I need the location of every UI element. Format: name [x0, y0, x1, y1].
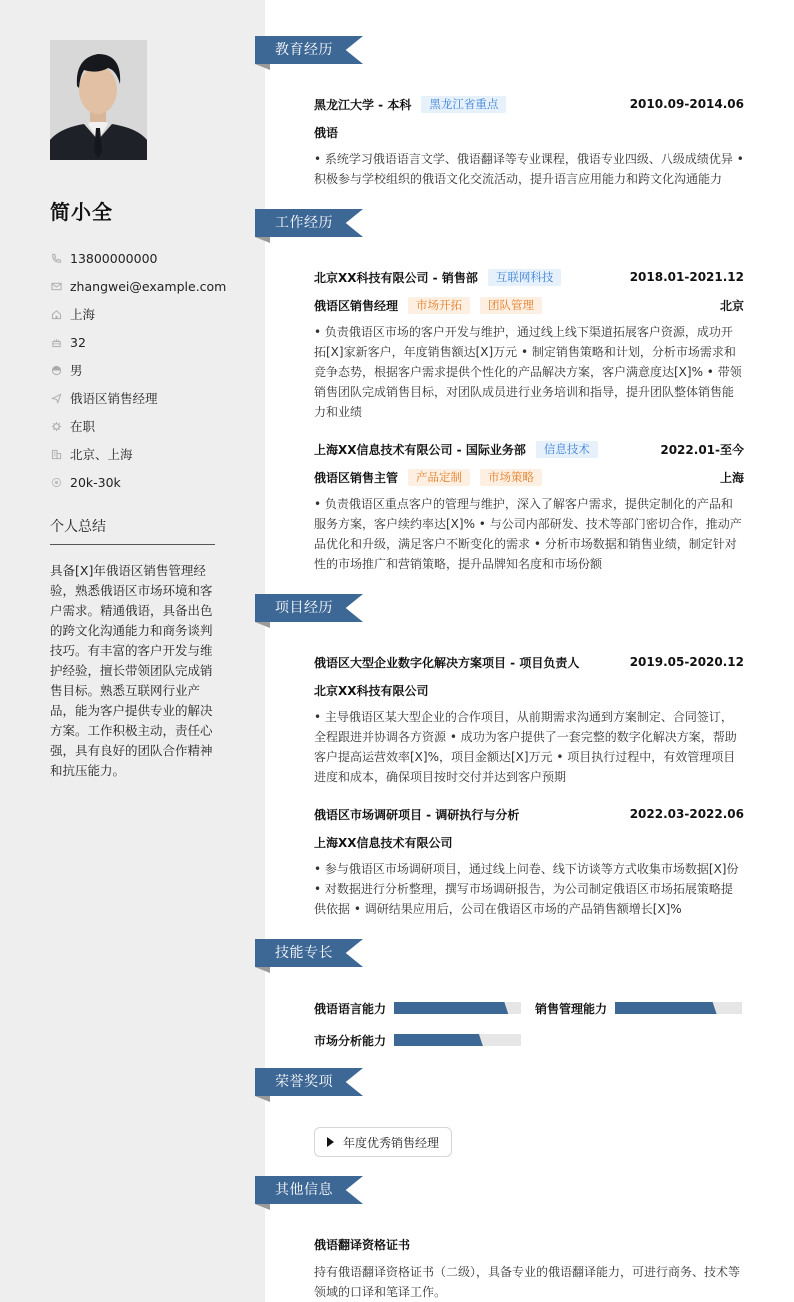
skill-tag: 团队管理	[480, 297, 542, 314]
info-target-city	[50, 440, 250, 468]
summary-title: 个人总结	[50, 519, 106, 535]
project-date: 2019.05-2020.12	[629, 655, 744, 669]
info-residence	[50, 300, 250, 328]
info-salary	[50, 468, 250, 496]
section-header-education	[255, 36, 363, 64]
salary-icon	[50, 476, 62, 488]
skill-tag: 市场策略	[480, 469, 542, 486]
skill-bar-fill	[394, 1002, 508, 1014]
section-header-project	[255, 594, 363, 622]
skill-tag: 市场开拓	[408, 297, 470, 314]
school-tag: 黑龙江省重点	[421, 96, 506, 113]
play-triangle-icon	[327, 1137, 334, 1147]
project-company: 上海XX信息技术有限公司	[314, 835, 453, 850]
skill-item	[535, 1001, 742, 1015]
email-icon	[50, 280, 62, 292]
award-label: 年度优秀销售经理	[343, 1135, 440, 1150]
info-phone-value: 13800000000	[70, 250, 158, 266]
company-name: 上海XX信息技术有限公司 - 国际业务部	[314, 442, 526, 457]
info-target-job-value: 俄语区销售经理	[70, 391, 158, 406]
candidate-name: 简小全	[50, 200, 113, 224]
project-name: 俄语区大型企业数字化解决方案项目 - 项目负责人	[314, 655, 580, 670]
project-name: 俄语区市场调研项目 - 调研执行与分析	[314, 807, 520, 822]
info-status-value: 在职	[70, 419, 96, 434]
section-header-other	[255, 1176, 363, 1204]
project-description: • 参与俄语区市场调研项目，通过线上问卷、线下访谈等方式收集市场数据[X]份 • 对数据进行分析整理，撰写市场调研报告，为公司制定俄语区市场拓展策略提供依据 • 调研结果应用后，公司在俄语区市场的产品销售额增长[X]%	[314, 862, 739, 916]
work-city: 北京	[719, 298, 744, 313]
info-age	[50, 328, 250, 356]
target-job-icon	[50, 392, 62, 404]
work-city: 上海	[719, 470, 744, 485]
project-description: • 主导俄语区某大型企业的合作项目，从前期需求沟通到方案制定、合同签订，全程跟进并协调各方资源 • 成功为客户提供了一套完整的数字化解决方案，帮助客户提高运营效率[X]%，项目金额达[X]万元 • 项目执行过程中，有效管理项目进度和成本，确保项目按时交付并达到客户预期	[314, 710, 737, 784]
certificate-description: 持有俄语翻译资格证书（二级），具备专业的俄语翻译能力，可进行商务、技术等领域的口译和笔译工作。	[314, 1265, 741, 1299]
info-age-value: 32	[70, 334, 86, 350]
skill-bar-track	[394, 1034, 521, 1046]
city-icon	[50, 448, 62, 460]
info-residence-value: 上海	[70, 307, 96, 322]
info-phone	[50, 244, 250, 272]
job-position: 俄语区销售经理	[314, 298, 399, 313]
work-entry-2	[314, 439, 744, 574]
skill-bar-track	[615, 1002, 742, 1014]
contact-info-list	[50, 244, 250, 496]
skill-tag: 产品定制	[408, 469, 470, 486]
section-title: 荣誉奖项	[275, 1074, 333, 1090]
work-entry-1	[314, 267, 744, 422]
section-header-skills	[255, 939, 363, 967]
section-title: 其他信息	[275, 1182, 333, 1198]
sidebar	[0, 0, 265, 1302]
section-title: 工作经历	[275, 215, 333, 231]
company-name: 北京XX科技有限公司 - 销售部	[314, 270, 478, 285]
info-salary-value: 20k-30k	[70, 474, 121, 490]
project-entry-1	[314, 652, 744, 787]
info-target-city-value: 北京、上海	[70, 447, 133, 462]
industry-tag: 互联网科技	[488, 269, 562, 286]
education-entry	[314, 94, 744, 189]
major: 俄语	[314, 125, 339, 140]
skill-bar-fill	[394, 1034, 483, 1046]
award-item	[314, 1127, 452, 1157]
section-title: 项目经历	[275, 600, 333, 616]
skill-label: 市场分析能力	[314, 1033, 387, 1048]
info-target-job	[50, 384, 250, 412]
age-icon	[50, 336, 62, 348]
info-email-value: zhangwei@example.com	[70, 278, 227, 294]
work-description: • 负责俄语区市场的客户开发与维护，通过线上线下渠道拓展客户资源，成功开拓[X]家新客户，年度销售额达[X]万元 • 制定销售策略和计划，分析市场需求和竞争态势，根据客户需求提供个性化的产品解决方案，客户满意度达[X]% • 带领销售团队完成销售目标，对团队成员进行业务培训和指导，提升团队整体销售能力和业绩	[314, 325, 742, 419]
skill-bar-track	[394, 1002, 521, 1014]
home-icon	[50, 308, 62, 320]
portrait-image	[50, 40, 147, 160]
work-date: 2022.01-至今	[660, 442, 744, 457]
gender-icon	[50, 364, 62, 376]
school-name: 黑龙江大学 - 本科	[314, 97, 412, 112]
skill-label: 销售管理能力	[535, 1001, 608, 1016]
project-company: 北京XX科技有限公司	[314, 683, 429, 698]
section-title: 技能专长	[275, 945, 333, 961]
skill-item	[314, 1033, 521, 1047]
certificate-title: 俄语翻译资格证书	[314, 1237, 411, 1252]
project-entry-2	[314, 804, 744, 919]
info-email	[50, 272, 250, 300]
summary-divider	[50, 544, 215, 545]
info-status	[50, 412, 250, 440]
avatar-photo	[50, 40, 147, 160]
info-gender-value: 男	[70, 363, 83, 378]
section-header-awards	[255, 1068, 363, 1096]
section-header-work	[255, 209, 363, 237]
education-date: 2010.09-2014.06	[629, 97, 744, 111]
phone-icon	[50, 252, 62, 264]
skill-label: 俄语语言能力	[314, 1001, 387, 1016]
skill-bar-fill	[615, 1002, 717, 1014]
work-date: 2018.01-2021.12	[629, 270, 744, 284]
education-description: • 系统学习俄语语言文学、俄语翻译等专业课程，俄语专业四级、八级成绩优异 • 积极参与学校组织的俄语文化交流活动，提升语言应用能力和跨文化沟通能力	[314, 152, 744, 186]
info-gender	[50, 356, 250, 384]
summary-text: 具备[X]年俄语区销售管理经验，熟悉俄语区市场环境和客户需求。精通俄语，具备出色的跨文化沟通能力和商务谈判技巧。有丰富的客户开发与维护经验，擅长带领团队完成销售目标。熟悉互联网行业产品，能为客户提供专业的解决方案。工作积极主动，责任心强，具有良好的团队合作精神和抗压能力。	[50, 563, 213, 778]
project-date: 2022.03-2022.06	[629, 807, 744, 821]
work-description: • 负责俄语区重点客户的管理与维护，深入了解客户需求，提供定制化的产品和服务方案，客户续约率达[X]% • 与公司内部研发、技术等部门密切合作，推动产品优化和升级，满足客户不断变化的需求 • 分析市场数据和销售业绩，制定针对性的市场推广和营销策略，提升品牌知名度和市场份额	[314, 497, 742, 571]
job-position: 俄语区销售主管	[314, 470, 399, 485]
status-icon	[50, 420, 62, 432]
industry-tag: 信息技术	[536, 441, 598, 458]
other-entry	[314, 1234, 744, 1302]
section-title: 教育经历	[275, 42, 333, 58]
skill-item	[314, 1001, 521, 1015]
